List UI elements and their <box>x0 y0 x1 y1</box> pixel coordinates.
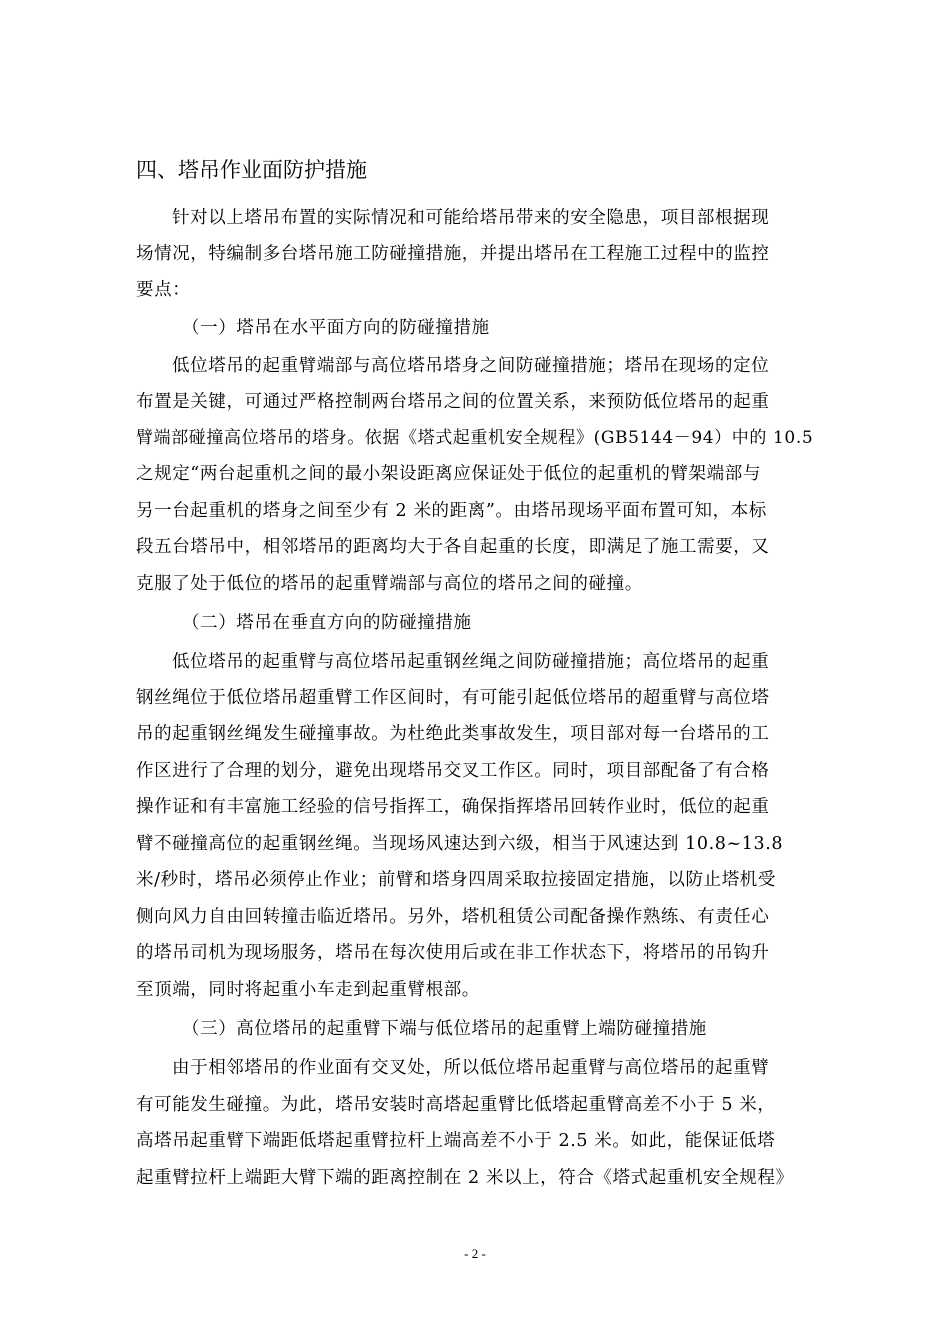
subsection-heading: （二）塔吊在垂直方向的防碰撞措施 <box>182 613 472 633</box>
section-heading: 四、塔吊作业面防护措施 <box>136 158 367 182</box>
paragraph-line: 段五台塔吊中，相邻塔吊的距离均大于各自起重的长度，即满足了施工需要，又 <box>136 537 770 557</box>
paragraph-line: 侧向风力自由回转撞击临近塔吊。另外，塔机租赁公司配备操作熟练、有责任心 <box>136 907 770 927</box>
paragraph-line: 作区进行了合理的划分，避免出现塔吊交叉工作区。同时，项目部配备了有合格 <box>136 761 770 781</box>
paragraph-line: 场情况，特编制多台塔吊施工防碰撞措施，并提出塔吊在工程施工过程中的监控 <box>136 244 770 264</box>
page-number: - 2 - <box>464 1246 486 1261</box>
paragraph-line: 至顶端，同时将起重小车走到起重臂根部。 <box>136 980 480 1000</box>
subsection-heading: （一）塔吊在水平面方向的防碰撞措施 <box>182 318 490 338</box>
paragraph-line: 吊的起重钢丝绳发生碰撞事故。为杜绝此类事故发生，项目部对每一台塔吊的工 <box>136 724 770 744</box>
paragraph-line: 起重臂拉杆上端距大臂下端的距离控制在 2 米以上，符合《塔式起重机安全规程》 <box>136 1168 794 1188</box>
paragraph-line: 克服了处于低位的塔吊的起重臂端部与高位的塔吊之间的碰撞。 <box>136 574 643 594</box>
paragraph-line: 操作证和有丰富施工经验的信号指挥工，确保指挥塔吊回转作业时，低位的起重 <box>136 797 770 817</box>
paragraph-line: 高塔吊起重臂下端距低塔起重臂拉杆上端高差不小于 2.5 米。如此，能保证低塔 <box>136 1131 776 1151</box>
subsection-heading: （三）高位塔吊的起重臂下端与低位塔吊的起重臂上端防碰撞措施 <box>182 1019 707 1039</box>
paragraph-line: 低位塔吊的起重臂端部与高位塔吊塔身之间防碰撞措施；塔吊在现场的定位 <box>172 356 770 376</box>
paragraph-line: 另一台起重机的塔身之间至少有 2 米的距离”。由塔吊现场平面布置可知，本标 <box>136 501 767 521</box>
paragraph-line: 的塔吊司机为现场服务，塔吊在每次使用后或在非工作状态下，将塔吊的吊钩升 <box>136 943 770 963</box>
paragraph-line: 钢丝绳位于低位塔吊超重臂工作区间时，有可能引起低位塔吊的超重臂与高位塔 <box>136 688 770 708</box>
paragraph-line: 要点： <box>136 280 191 300</box>
paragraph-line: 臂不碰撞高位的起重钢丝绳。当现场风速达到六级，相当于风速达到 10.8~13.8 <box>136 834 784 854</box>
paragraph-line: 由于相邻塔吊的作业面有交叉处，所以低位塔吊起重臂与高位塔吊的起重臂 <box>172 1058 770 1078</box>
paragraph-line: 米/秒时，塔吊必须停止作业；前臂和塔身四周采取拉接固定措施，以防止塔机受 <box>136 870 776 890</box>
paragraph-line: 布置是关键，可通过严格控制两台塔吊之间的位置关系，来预防低位塔吊的起重 <box>136 392 770 412</box>
paragraph-line: 臂端部碰撞高位塔吊的塔身。依据《塔式起重机安全规程》(GB5144－94）中的 10.5 <box>136 428 814 448</box>
paragraph-line: 针对以上塔吊布置的实际情况和可能给塔吊带来的安全隐患，项目部根据现 <box>172 208 770 228</box>
paragraph-line: 之规定“两台起重机之间的最小架设距离应保证处于低位的起重机的臂架端部与 <box>136 464 761 484</box>
paragraph-line: 有可能发生碰撞。为此，塔吊安装时高塔起重臂比低塔起重臂高差不小于 5 米， <box>136 1095 776 1115</box>
paragraph-line: 低位塔吊的起重臂与高位塔吊起重钢丝绳之间防碰撞措施；高位塔吊的起重 <box>172 652 770 672</box>
